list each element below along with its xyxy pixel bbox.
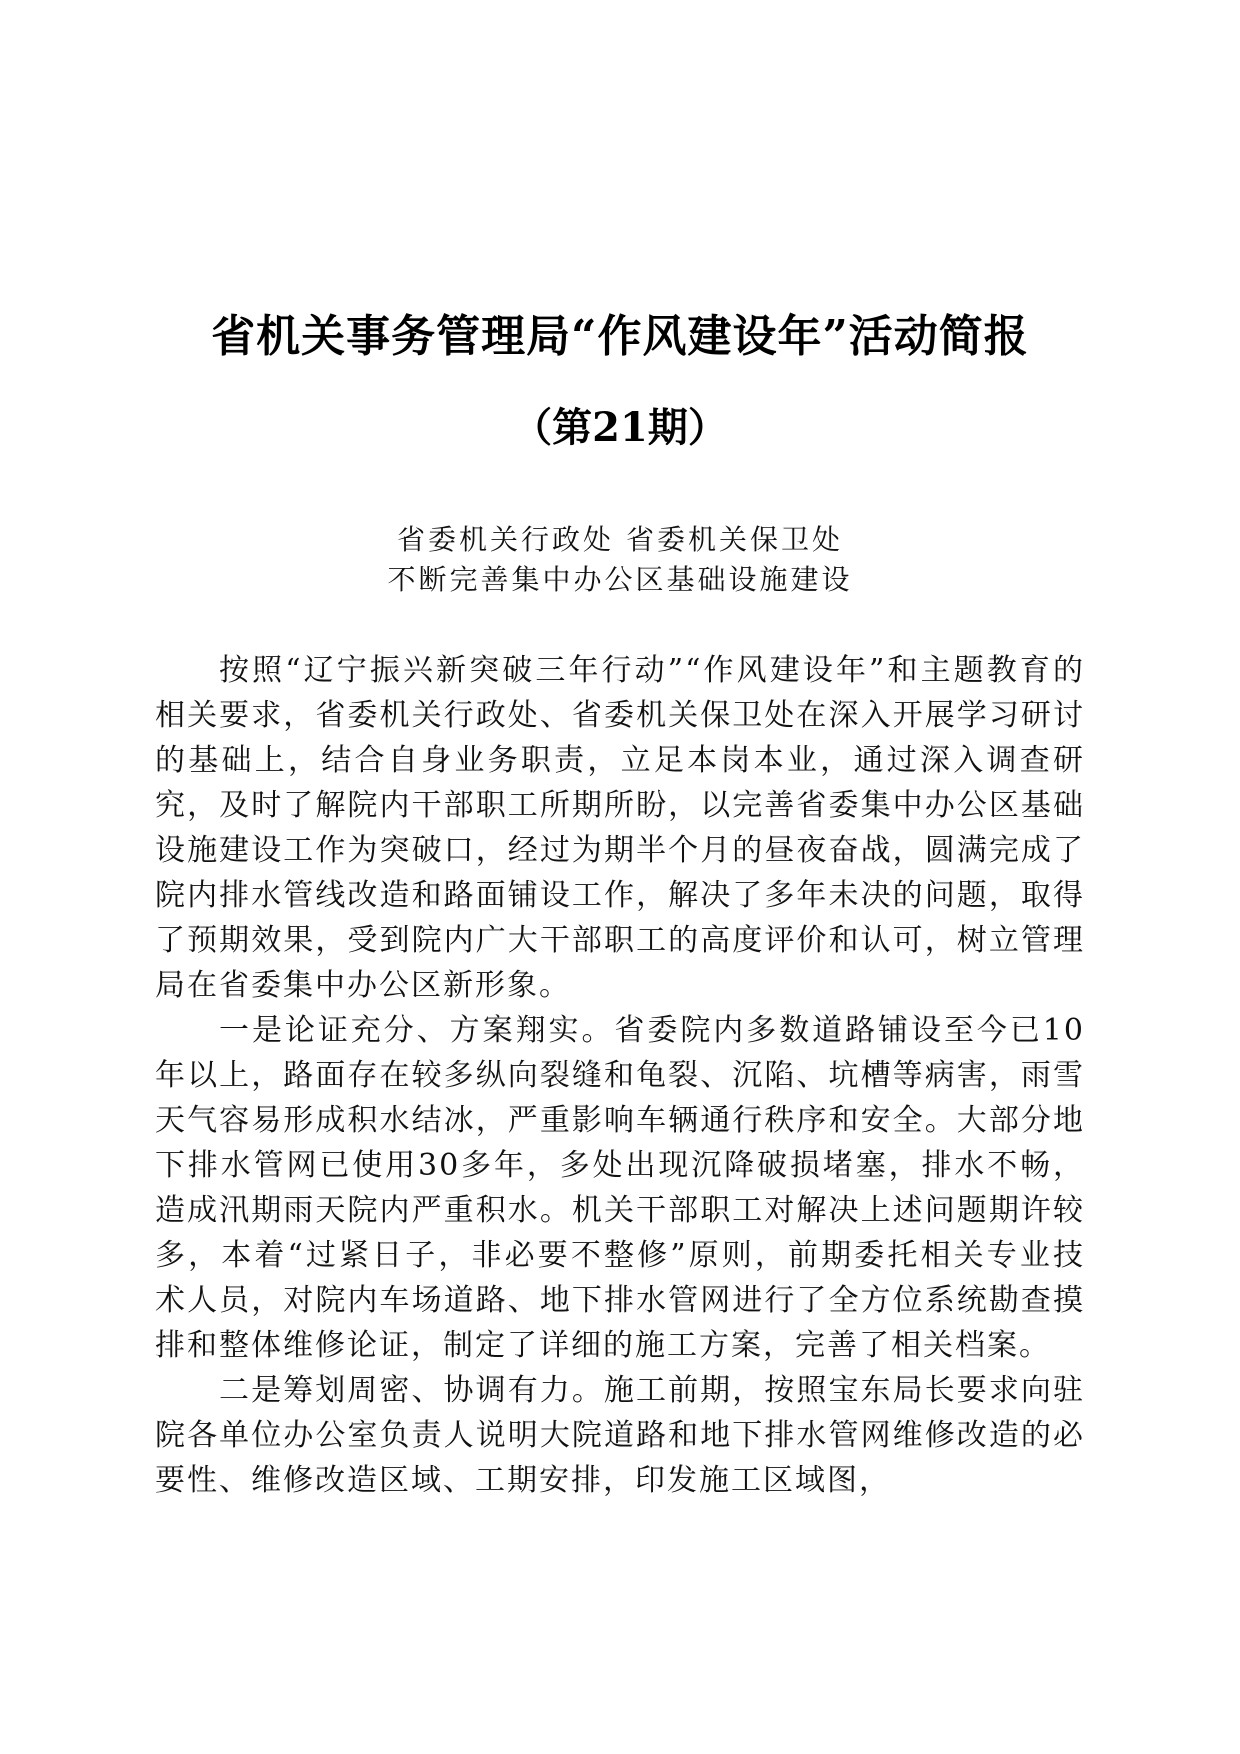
document-title: 省机关事务管理局“作风建设年”活动简报 bbox=[211, 311, 1029, 362]
issue-number: （第21期） bbox=[512, 404, 728, 451]
paragraph-point-one: 一是论证充分、方案翔实。省委院内多数道路铺设至今已10年以上，路面存在较多纵向裂缝和龟裂、沉陷、坑槽等病害，雨雪天气容易形成积水结冰，严重影响车辆通行秩序和安全。大部分地下排水管网已使用30多年，多处出现沉降破损堵塞，排水不畅，造成汛期雨天院内严重积水。机关干部职工对解决上述问题期许较多，本着“过紧日子，非必要不整修”原则，前期委托相关专业技术人员，对院内车场道路、地下排水管网进行了全方位系统勘查摸排和整体维修论证，制定了详细的施工方案，完善了相关档案。 bbox=[155, 1013, 1085, 1363]
article-body bbox=[155, 648, 1085, 1503]
article-headline: 不断完善集中办公区基础设施建设 bbox=[387, 563, 853, 596]
paragraph-point-two: 二是筹划周密、协调有力。施工前期，按照宝东局长要求向驻院各单位办公室负责人说明大院道路和地下排水管网维修改造的必要性、维修改造区域、工期安排，印发施工区域图， bbox=[155, 1373, 1085, 1498]
responsible-units: 省委机关行政处 省委机关保卫处 bbox=[397, 523, 843, 556]
paragraph-intro: 按照“辽宁振兴新突破三年行动”“作风建设年”和主题教育的相关要求，省委机关行政处、省委机关保卫处在深入开展学习研讨的基础上，结合自身业务职责，立足本岗本业，通过深入调查研究，及时了解院内干部职工所期所盼，以完善省委集中办公区基础设施建设工作为突破口，经过为期半个月的昼夜奋战，圆满完成了院内排水管线改造和路面铺设工作，解决了多年未决的问题，取得了预期效果，受到院内广大干部职工的高度评价和认可，树立管理局在省委集中办公区新形象。 bbox=[155, 653, 1085, 1003]
